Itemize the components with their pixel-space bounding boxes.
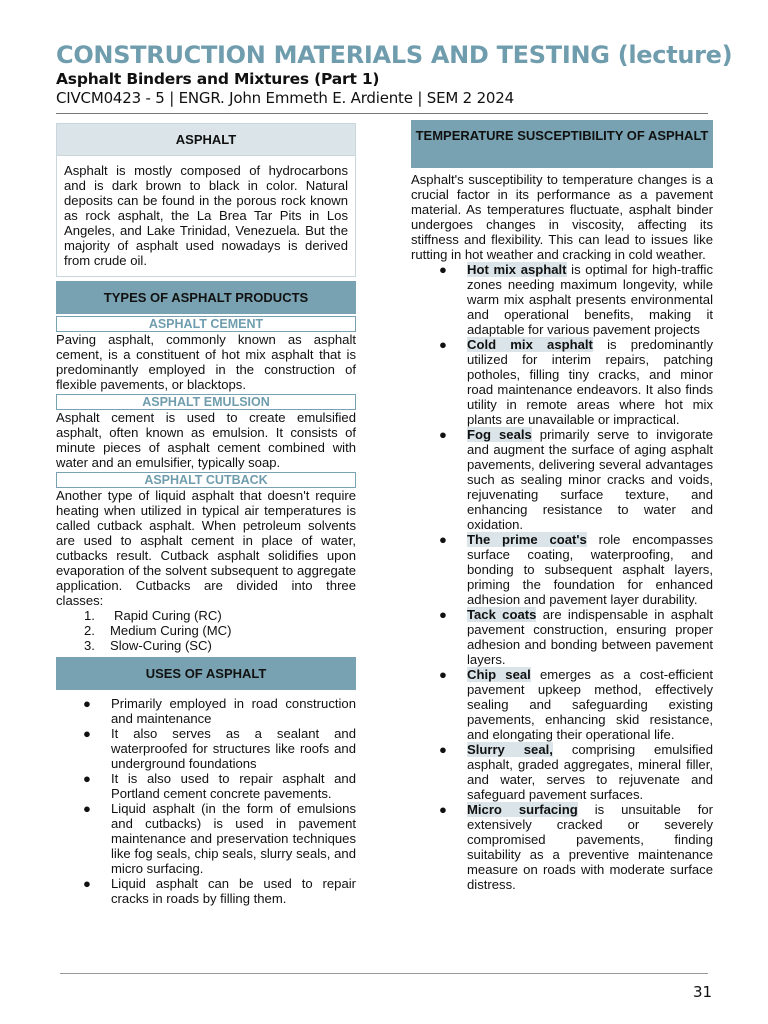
right-column xyxy=(411,120,713,892)
term-highlight: Slurry seal, xyxy=(467,742,553,757)
document-title: CONSTRUCTION MATERIALS AND TESTING (lecture) xyxy=(56,41,733,69)
list-item: ● Liquid asphalt (in the form of emulsions and cutbacks) is used in pavement maintenance and preservation techniques like fog seals, chip seals, slurry seals, and micro surfacing. xyxy=(83,801,356,876)
footer-divider xyxy=(60,973,708,974)
list-item: 2. Medium Curing (MC) xyxy=(84,623,232,638)
list-item: ● The prime coat's role encompasses surface coating, waterproofing, and bonding to subsequent asphalt layers, priming the foundation for enhanced adhesion and pavement layer durability. xyxy=(439,532,713,607)
uses-list xyxy=(56,696,356,906)
document-header xyxy=(56,40,733,108)
temperature-intro: Asphalt's susceptibility to temperature changes is a crucial factor in its performance as a pavement material. As temperatures fluctuate, asphalt binder undergoes changes in viscosity, affecting its stiffness and flexibility. This can lead to issues like rutting in hot weather and cracking in cold weather. xyxy=(411,172,713,262)
list-item: 1. Rapid Curing (RC) xyxy=(84,608,222,623)
asphalt-emulsion-text: Asphalt cement is used to create emulsified asphalt, often known as emulsion. It consists of minute pieces of asphalt cement combined with water and an emulsifier, typically soap. xyxy=(56,410,356,470)
asphalt-cutback-text: Another type of liquid asphalt that doesn't require heating when utilized in typical air temperatures is called cutback asphalt. When petroleum solvents are used to asphalt cement in place of water, cutbacks result. Cutback asphalt solidifies upon evaporation of the solvent subsequent to aggregate application. Cutbacks are divided into three classes: xyxy=(56,488,356,608)
term-highlight: Cold mix asphalt xyxy=(467,337,593,352)
term-highlight: Tack coats xyxy=(467,607,537,622)
temperature-heading: TEMPERATURE SUSCEPTIBILITY OF ASPHALT xyxy=(411,120,713,168)
list-item: ● Tack coats are indispensable in asphalt pavement construction, ensuring proper adhesion and bonding between pavement layers. xyxy=(439,607,714,667)
page-number: 31 xyxy=(693,983,713,1001)
term-highlight: Chip seal xyxy=(467,667,531,682)
term-highlight: The prime coat's xyxy=(467,532,587,547)
uses-heading: USES OF ASPHALT xyxy=(56,657,356,690)
term-highlight: Micro surfacing xyxy=(467,802,578,817)
list-item: ● Cold mix asphalt is predominantly utilized for interim repairs, patching potholes, filling tiny cracks, and minor road maintenance endeavors. It also finds utility in remote areas where hot mix plants are unavailable or impractical. xyxy=(439,337,713,427)
left-column xyxy=(56,123,356,906)
list-item: ● Chip seal emerges as a cost-efficient pavement upkeep method, effectively sealing and safeguarding existing pavements, enhancing skid resistance, and elongating their operational life. xyxy=(439,667,713,742)
list-item: ● It is also used to repair asphalt and Portland cement concrete pavements. xyxy=(83,771,356,801)
term-highlight: Hot mix asphalt xyxy=(467,262,567,277)
asphalt-heading: ASPHALT xyxy=(56,123,356,156)
list-item: ● Liquid asphalt can be used to repair cracks in roads by filling them. xyxy=(83,876,356,906)
asphalt-emulsion-label: ASPHALT EMULSION xyxy=(56,394,356,410)
header-divider xyxy=(56,113,708,114)
asphalt-description: Asphalt is mostly composed of hydrocarbons and is dark brown to black in color. Natural deposits can be found in the porous rock known as rock asphalt, the La Brea Tar Pits in Los Angeles, and Lake Trinidad, Venezuela. But the majority of asphalt used nowadays is derived from crude oil. xyxy=(56,156,356,277)
list-item: 3. Slow-Curing (SC) xyxy=(84,638,212,653)
course-info: CIVCM0423 - 5 | ENGR. John Emmeth E. Ardiente | SEM 2 2024 xyxy=(56,89,514,107)
asphalt-cement-label: ASPHALT CEMENT xyxy=(56,316,356,332)
cutback-classes-list xyxy=(56,608,356,653)
list-item: ● It also serves as a sealant and waterproofed for structures like roofs and underground foundations xyxy=(83,726,356,771)
asphalt-cement-text: Paving asphalt, commonly known as asphalt cement, is a constituent of hot mix asphalt that is predominantly employed in the construction of flexible pavements, or blacktops. xyxy=(56,332,356,392)
asphalt-cutback-label: ASPHALT CUTBACK xyxy=(56,472,356,488)
list-item: ● Slurry seal, comprising emulsified asphalt, graded aggregates, mineral filler, and water, serves to rejuvenate and safeguard pavement surfaces. xyxy=(439,742,713,802)
types-heading: TYPES OF ASPHALT PRODUCTS xyxy=(56,281,356,314)
treatment-list xyxy=(411,262,713,892)
document-subtitle: Asphalt Binders and Mixtures (Part 1) xyxy=(56,70,380,88)
list-item: ● Micro surfacing is unsuitable for extensively cracked or severely compromised pavements, finding suitability as a preventive maintenance measure on roads with moderate surface distress. xyxy=(439,802,713,892)
list-item: ● Hot mix asphalt is optimal for high-traffic zones needing maximum longevity, while warm mix asphalt presents environmental and operational benefits, making it adaptable for various pavement projects xyxy=(439,262,713,337)
term-highlight: Fog seals xyxy=(467,427,532,442)
list-item: ● Primarily employed in road construction and maintenance xyxy=(83,696,356,726)
list-item: ● Fog seals primarily serve to invigorate and augment the surface of aging asphalt pavements, delivering several advantages such as sealing minor cracks and voids, rejuvenating surface texture, and enhancing resistance to water and oxidation. xyxy=(439,427,713,532)
